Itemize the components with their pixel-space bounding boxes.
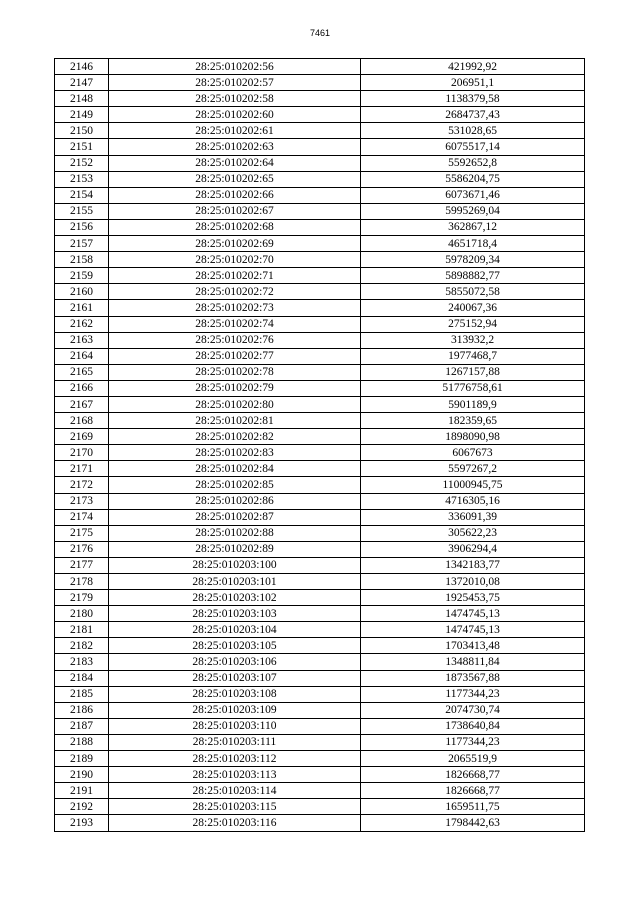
- row-number-cell: 2149: [55, 107, 109, 123]
- table-row: [55, 718, 585, 734]
- table-row: [55, 638, 585, 654]
- row-number-cell: 2177: [55, 557, 109, 573]
- cadastral-number-cell: 28:25:010202:67: [109, 203, 361, 219]
- cadastral-value-cell: 1873567,88: [361, 670, 585, 686]
- table-row: [55, 300, 585, 316]
- cadastral-number-cell: 28:25:010203:113: [109, 767, 361, 783]
- cadastral-number-cell: 28:25:010203:105: [109, 638, 361, 654]
- cadastral-value-cell: 6075517,14: [361, 139, 585, 155]
- cadastral-number-cell: 28:25:010202:57: [109, 75, 361, 91]
- row-number-cell: 2181: [55, 622, 109, 638]
- table-row: [55, 606, 585, 622]
- table-row: [55, 541, 585, 557]
- row-number-cell: 2187: [55, 718, 109, 734]
- cadastral-value-cell: 5995269,04: [361, 203, 585, 219]
- cadastral-value-cell: 4651718,4: [361, 236, 585, 252]
- table-row: [55, 654, 585, 670]
- table-row: [55, 477, 585, 493]
- table-row: [55, 252, 585, 268]
- table-row: [55, 574, 585, 590]
- table-row: [55, 493, 585, 509]
- row-number-cell: 2157: [55, 236, 109, 252]
- row-number-cell: 2183: [55, 654, 109, 670]
- row-number-cell: 2184: [55, 670, 109, 686]
- row-number-cell: 2161: [55, 300, 109, 316]
- cadastral-number-cell: 28:25:010203:100: [109, 557, 361, 573]
- table-row: [55, 429, 585, 445]
- cadastral-number-cell: 28:25:010202:56: [109, 59, 361, 75]
- cadastral-value-cell: 305622,23: [361, 525, 585, 541]
- row-number-cell: 2150: [55, 123, 109, 139]
- cadastral-number-cell: 28:25:010203:104: [109, 622, 361, 638]
- row-number-cell: 2162: [55, 316, 109, 332]
- cadastral-number-cell: 28:25:010202:72: [109, 284, 361, 300]
- cadastral-number-cell: 28:25:010202:69: [109, 236, 361, 252]
- cadastral-value-cell: 1372010,08: [361, 574, 585, 590]
- cadastral-value-cell: 1977468,7: [361, 348, 585, 364]
- table-row: [55, 91, 585, 107]
- cadastral-number-cell: 28:25:010203:110: [109, 718, 361, 734]
- cadastral-number-cell: 28:25:010202:73: [109, 300, 361, 316]
- cadastral-value-cell: 1267157,88: [361, 364, 585, 380]
- cadastral-value-cell: 5597267,2: [361, 461, 585, 477]
- table-row: [55, 123, 585, 139]
- table-row: [55, 509, 585, 525]
- cadastral-value-cell: 1474745,13: [361, 606, 585, 622]
- cadastral-number-cell: 28:25:010203:116: [109, 815, 361, 831]
- table-row: [55, 268, 585, 284]
- cadastral-value-cell: 1138379,58: [361, 91, 585, 107]
- table-row: [55, 396, 585, 412]
- cadastral-value-cell: 240067,36: [361, 300, 585, 316]
- row-number-cell: 2156: [55, 219, 109, 235]
- cadastral-value-cell: 11000945,75: [361, 477, 585, 493]
- cadastral-number-cell: 28:25:010202:70: [109, 252, 361, 268]
- cadastral-value-cell: 531028,65: [361, 123, 585, 139]
- cadastral-value-cell: 1738640,84: [361, 718, 585, 734]
- row-number-cell: 2169: [55, 429, 109, 445]
- cadastral-number-cell: 28:25:010202:87: [109, 509, 361, 525]
- row-number-cell: 2193: [55, 815, 109, 831]
- table-row: [55, 815, 585, 831]
- cadastral-value-cell: 5898882,77: [361, 268, 585, 284]
- cadastral-number-cell: 28:25:010202:84: [109, 461, 361, 477]
- cadastral-number-cell: 28:25:010203:102: [109, 590, 361, 606]
- row-number-cell: 2185: [55, 686, 109, 702]
- row-number-cell: 2159: [55, 268, 109, 284]
- row-number-cell: 2182: [55, 638, 109, 654]
- table-row: [55, 284, 585, 300]
- row-number-cell: 2163: [55, 332, 109, 348]
- cadastral-number-cell: 28:25:010202:79: [109, 380, 361, 396]
- row-number-cell: 2152: [55, 155, 109, 171]
- cadastral-value-cell: 2065519,9: [361, 751, 585, 767]
- table-row: [55, 75, 585, 91]
- table-row: [55, 734, 585, 750]
- table-row: [55, 461, 585, 477]
- cadastral-number-cell: 28:25:010203:112: [109, 751, 361, 767]
- row-number-cell: 2153: [55, 171, 109, 187]
- row-number-cell: 2173: [55, 493, 109, 509]
- table-row: [55, 107, 585, 123]
- cadastral-number-cell: 28:25:010203:106: [109, 654, 361, 670]
- cadastral-value-cell: 182359,65: [361, 413, 585, 429]
- cadastral-number-cell: 28:25:010202:66: [109, 187, 361, 203]
- cadastral-value-cell: 1826668,77: [361, 783, 585, 799]
- row-number-cell: 2167: [55, 396, 109, 412]
- table-row: [55, 686, 585, 702]
- cadastral-value-cell: 1798442,63: [361, 815, 585, 831]
- row-number-cell: 2172: [55, 477, 109, 493]
- cadastral-number-cell: 28:25:010202:81: [109, 413, 361, 429]
- table-row: [55, 799, 585, 815]
- row-number-cell: 2154: [55, 187, 109, 203]
- cadastral-value-cell: 5901189,9: [361, 396, 585, 412]
- row-number-cell: 2165: [55, 364, 109, 380]
- cadastral-value-cell: 206951,1: [361, 75, 585, 91]
- cadastral-number-cell: 28:25:010202:86: [109, 493, 361, 509]
- cadastral-number-cell: 28:25:010202:63: [109, 139, 361, 155]
- cadastral-value-cell: 5592652,8: [361, 155, 585, 171]
- row-number-cell: 2192: [55, 799, 109, 815]
- cadastral-value-cell: 1703413,48: [361, 638, 585, 654]
- table-body: [55, 59, 585, 832]
- cadastral-value-cell: 313932,2: [361, 332, 585, 348]
- cadastral-number-cell: 28:25:010203:107: [109, 670, 361, 686]
- row-number-cell: 2176: [55, 541, 109, 557]
- cadastral-number-cell: 28:25:010202:82: [109, 429, 361, 445]
- table-row: [55, 767, 585, 783]
- table-row: [55, 236, 585, 252]
- row-number-cell: 2155: [55, 203, 109, 219]
- row-number-cell: 2151: [55, 139, 109, 155]
- table-row: [55, 413, 585, 429]
- row-number-cell: 2180: [55, 606, 109, 622]
- row-number-cell: 2147: [55, 75, 109, 91]
- table-row: [55, 525, 585, 541]
- cadastral-number-cell: 28:25:010202:61: [109, 123, 361, 139]
- row-number-cell: 2188: [55, 734, 109, 750]
- cadastral-number-cell: 28:25:010202:78: [109, 364, 361, 380]
- cadastral-number-cell: 28:25:010202:77: [109, 348, 361, 364]
- cadastral-number-cell: 28:25:010203:115: [109, 799, 361, 815]
- table-row: [55, 751, 585, 767]
- cadastral-value-cell: 336091,39: [361, 509, 585, 525]
- cadastral-value-cell: 421992,92: [361, 59, 585, 75]
- cadastral-value-cell: 5855072,58: [361, 284, 585, 300]
- table-row: [55, 171, 585, 187]
- cadastral-value-cell: 1177344,23: [361, 734, 585, 750]
- cadastral-value-cell: 275152,94: [361, 316, 585, 332]
- row-number-cell: 2148: [55, 91, 109, 107]
- cadastral-value-cell: 1342183,77: [361, 557, 585, 573]
- cadastral-value-cell: 1177344,23: [361, 686, 585, 702]
- table-row: [55, 203, 585, 219]
- cadastral-value-cell: 2684737,43: [361, 107, 585, 123]
- cadastral-number-cell: 28:25:010202:60: [109, 107, 361, 123]
- table-row: [55, 139, 585, 155]
- table-row: [55, 590, 585, 606]
- cadastral-value-cell: 4716305,16: [361, 493, 585, 509]
- row-number-cell: 2164: [55, 348, 109, 364]
- cadastral-value-cell: 6067673: [361, 445, 585, 461]
- row-number-cell: 2189: [55, 751, 109, 767]
- table-row: [55, 380, 585, 396]
- cadastral-value-cell: 1659511,75: [361, 799, 585, 815]
- cadastral-number-cell: 28:25:010203:111: [109, 734, 361, 750]
- cadastral-number-cell: 28:25:010202:80: [109, 396, 361, 412]
- cadastral-number-cell: 28:25:010203:109: [109, 702, 361, 718]
- table-row: [55, 348, 585, 364]
- row-number-cell: 2190: [55, 767, 109, 783]
- table-row: [55, 557, 585, 573]
- cadastral-number-cell: 28:25:010203:114: [109, 783, 361, 799]
- cadastral-value-cell: 2074730,74: [361, 702, 585, 718]
- cadastral-number-cell: 28:25:010203:101: [109, 574, 361, 590]
- cadastral-value-cell: 3906294,4: [361, 541, 585, 557]
- row-number-cell: 2191: [55, 783, 109, 799]
- cadastral-number-cell: 28:25:010202:83: [109, 445, 361, 461]
- row-number-cell: 2186: [55, 702, 109, 718]
- table-row: [55, 59, 585, 75]
- row-number-cell: 2175: [55, 525, 109, 541]
- cadastral-value-cell: 1826668,77: [361, 767, 585, 783]
- row-number-cell: 2171: [55, 461, 109, 477]
- cadastral-value-cell: 1898090,98: [361, 429, 585, 445]
- table-row: [55, 364, 585, 380]
- page-number: 7461: [309, 28, 331, 38]
- cadastral-number-cell: 28:25:010202:76: [109, 332, 361, 348]
- row-number-cell: 2158: [55, 252, 109, 268]
- cadastral-number-cell: 28:25:010203:108: [109, 686, 361, 702]
- table-row: [55, 332, 585, 348]
- cadastral-value-cell: 1474745,13: [361, 622, 585, 638]
- cadastral-value-cell: 5978209,34: [361, 252, 585, 268]
- cadastral-value-table: [54, 58, 585, 832]
- cadastral-number-cell: 28:25:010202:68: [109, 219, 361, 235]
- row-number-cell: 2179: [55, 590, 109, 606]
- table-row: [55, 187, 585, 203]
- table-row: [55, 783, 585, 799]
- cadastral-value-cell: 6073671,46: [361, 187, 585, 203]
- table-row: [55, 219, 585, 235]
- table-row: [55, 670, 585, 686]
- cadastral-value-cell: 51776758,61: [361, 380, 585, 396]
- cadastral-number-cell: 28:25:010202:85: [109, 477, 361, 493]
- table-row: [55, 702, 585, 718]
- row-number-cell: 2170: [55, 445, 109, 461]
- row-number-cell: 2174: [55, 509, 109, 525]
- row-number-cell: 2166: [55, 380, 109, 396]
- cadastral-number-cell: 28:25:010202:71: [109, 268, 361, 284]
- table-row: [55, 316, 585, 332]
- cadastral-value-cell: 1348811,84: [361, 654, 585, 670]
- cadastral-number-cell: 28:25:010202:64: [109, 155, 361, 171]
- cadastral-number-cell: 28:25:010202:89: [109, 541, 361, 557]
- cadastral-number-cell: 28:25:010202:58: [109, 91, 361, 107]
- cadastral-number-cell: 28:25:010202:74: [109, 316, 361, 332]
- row-number-cell: 2178: [55, 574, 109, 590]
- cadastral-number-cell: 28:25:010202:88: [109, 525, 361, 541]
- table-row: [55, 155, 585, 171]
- cadastral-number-cell: 28:25:010203:103: [109, 606, 361, 622]
- row-number-cell: 2160: [55, 284, 109, 300]
- row-number-cell: 2168: [55, 413, 109, 429]
- table-row: [55, 445, 585, 461]
- cadastral-value-cell: 1925453,75: [361, 590, 585, 606]
- cadastral-number-cell: 28:25:010202:65: [109, 171, 361, 187]
- cadastral-value-cell: 362867,12: [361, 219, 585, 235]
- cadastral-value-cell: 5586204,75: [361, 171, 585, 187]
- table-row: [55, 622, 585, 638]
- row-number-cell: 2146: [55, 59, 109, 75]
